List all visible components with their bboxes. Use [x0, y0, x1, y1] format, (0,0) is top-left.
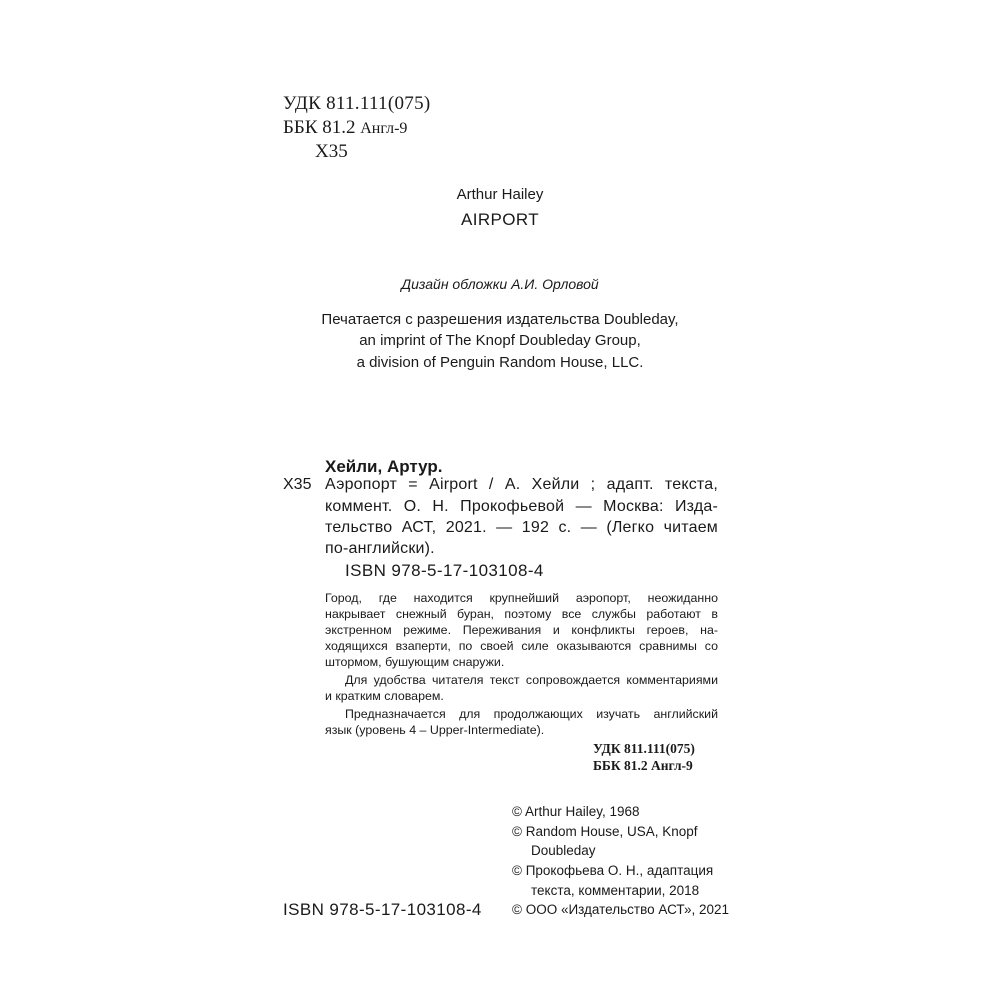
copyright-line: текста, комментарии, 2018	[531, 883, 700, 898]
author-code: Х35	[315, 141, 348, 162]
bbk-prefix: ББК 81.2	[283, 117, 356, 138]
annotation-line: Для удобства читателя текст сопровождается комментариями	[345, 673, 718, 687]
annotation-line: язык (уровень 4 – Upper-Intermediate).	[325, 723, 545, 737]
permission-line: an imprint of The Knopf Doubleday Group,	[359, 332, 641, 349]
annotation-line: и кратким словарем.	[325, 689, 444, 703]
permission-line: a division of Penguin Random House, LLC.	[356, 354, 644, 371]
annotation-line: накрывает снежный буран, поэтому все службы работают в	[325, 607, 718, 621]
catalog-isbn: ISBN 978-5-17-103108-4	[345, 561, 544, 580]
copyright-line: Doubleday	[531, 843, 596, 858]
catalog-description-line: тельство АСТ, 2021. — 192 с. — (Легко читаем	[325, 519, 718, 536]
book-title: AIRPORT	[460, 210, 540, 229]
annotation-udk: УДК 811.111(075)	[593, 741, 695, 756]
copyright-line: © Arthur Hailey, 1968	[512, 804, 640, 819]
catalog-description-line: Аэропорт = Airport / А. Хейли ; адапт. текста,	[325, 476, 718, 493]
copyright-line: © Random House, USA, Knopf	[512, 824, 698, 839]
cover-design-credit: Дизайн обложки А.И. Орловой	[401, 276, 599, 292]
catalog-description-line: коммент. О. Н. Прокофьевой — Москва: Изда-	[325, 498, 718, 515]
isbn-bottom: ISBN 978-5-17-103108-4	[283, 900, 482, 919]
copyright-line: © ООО «Издательство АСТ», 2021	[512, 902, 730, 917]
permission-line: Печатается с разрешения издательства Doubleday,	[321, 311, 679, 328]
bbk-classification	[283, 117, 407, 139]
catalog-code: Х35	[283, 476, 312, 493]
annotation-line: Предназначается для продолжающих изучать английский	[345, 707, 718, 721]
annotation-line: Город, где находится крупнейший аэропорт, неожиданно	[325, 591, 718, 605]
copyright-line: © Прокофьева О. Н., адаптация	[512, 863, 714, 878]
bbk-suffix: Англ-9	[360, 120, 408, 137]
annotation-line: штормом, бушующим снаружи.	[325, 655, 505, 669]
catalog-author: Хейли, Артур.	[325, 457, 443, 476]
annotation-bbk: ББК 81.2 Англ-9	[593, 758, 693, 773]
annotation-line: экстренном режиме. Переживания и конфликты героев, на-	[325, 623, 718, 637]
book-author: Arthur Hailey	[456, 186, 544, 203]
udk-classification: УДК 811.111(075)	[283, 93, 431, 114]
annotation-line: ходящихся взаперти, по своей силе оказываются сравнимы со	[325, 639, 718, 653]
catalog-description-line: по-английски).	[325, 540, 435, 557]
